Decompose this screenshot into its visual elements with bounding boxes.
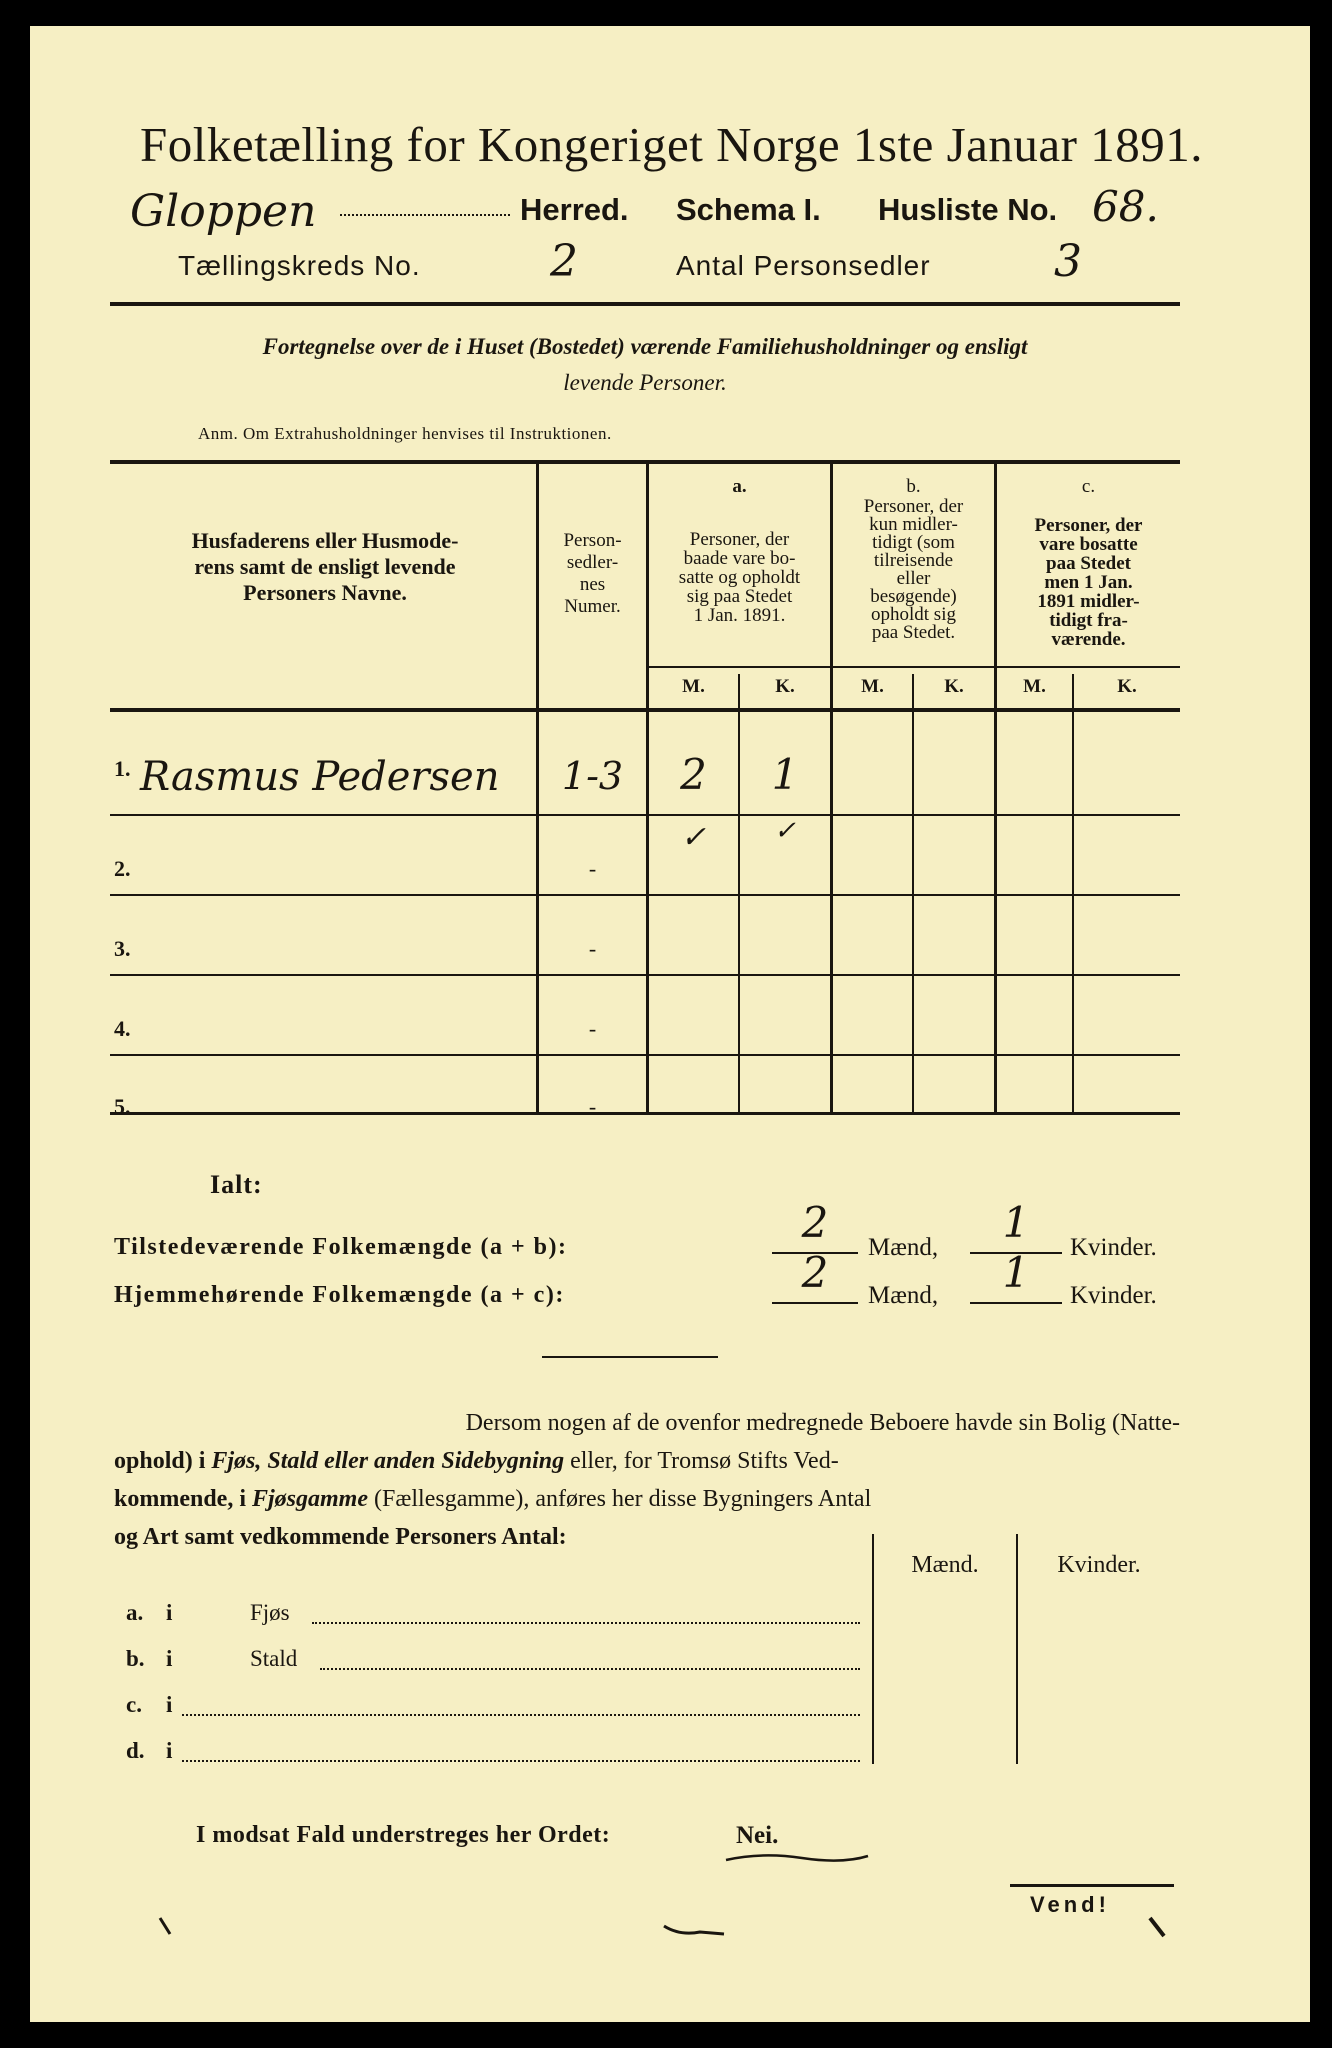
vend-label: Vend! — [1030, 1892, 1110, 1917]
building-d-i: i — [166, 1738, 173, 1763]
building-a-i: i — [166, 1600, 173, 1625]
total-line-1-label: Tilstedeværende Folkemængde (a + b): — [114, 1234, 568, 1260]
col-b-line-6: besøgende) — [870, 586, 957, 607]
col-num-line-4: Numer. — [564, 596, 621, 617]
modsat-text: I modsat Fald understreges her Ordet: — [196, 1822, 611, 1848]
building-a-label: Fjøs — [250, 1600, 290, 1625]
col-c-line-5: 1891 midler- — [1037, 591, 1140, 612]
corner-mark-left — [156, 1914, 186, 1944]
herred-dots — [340, 214, 510, 216]
row-1-sedler: 1-3 — [561, 754, 624, 798]
building-a-dots — [312, 1622, 860, 1624]
row-1-a-m: 2 — [680, 750, 707, 799]
col-c-line-2: vare bosatte — [1039, 534, 1138, 555]
husliste-value: 68. — [1092, 182, 1159, 231]
col-b-line-1: Personer, der — [863, 496, 964, 517]
col-b-line-3: tidigt (som — [872, 532, 955, 553]
col-c-line-6: tidigt fra- — [1049, 610, 1128, 631]
col-c-line-4: men 1 Jan. — [1044, 572, 1133, 593]
nei-word: Nei. — [736, 1822, 779, 1849]
col-name-header — [120, 528, 530, 606]
row-4-rule — [110, 1054, 1180, 1056]
building-a-letter: a. — [126, 1600, 144, 1625]
antal-value: 3 — [1054, 236, 1082, 287]
paragraph-line-4: og Art samt vedkommende Personers Antal: — [114, 1524, 567, 1550]
paragraph-line-3: kommende, i Fjøsgamme (Fællesgamme), anføres her disse Bygningers Antal — [114, 1486, 872, 1512]
buildings-paragraph — [114, 1404, 1180, 1556]
kreds-value: 2 — [550, 236, 578, 287]
col-b-line-2: kun midler- — [869, 514, 958, 535]
kreds-label: Tællingskreds No. — [178, 250, 421, 281]
row-4-num: 4. — [114, 1016, 131, 1041]
buildings-maend-header: Mænd. — [911, 1552, 979, 1578]
col-a-header — [649, 530, 830, 625]
row-2-a-m: ✓ — [680, 820, 707, 855]
row-1-name: Rasmus Pedersen — [140, 754, 500, 800]
col-b-line-4: tilreisende — [873, 550, 954, 571]
col-c-line-3: paa Stedet — [1046, 553, 1131, 574]
row-1-a-k: 1 — [771, 750, 799, 799]
col-b-line-8: paa Stedet. — [871, 622, 956, 643]
total-line-2-maend-value: 2 — [801, 1248, 829, 1297]
paragraph-line-1: Dersom nogen af de ovenfor medregnede Beboere havde sin Bolig (Natte- — [465, 1410, 1180, 1436]
col-name-line-3: Personers Navne. — [243, 580, 407, 605]
total-line-2-maend-rule — [772, 1302, 858, 1304]
col-a-letter: a. — [732, 476, 747, 497]
col-num-line-3: nes — [579, 574, 606, 595]
col-a-line-4: sig paa Stedet — [686, 586, 793, 607]
col-a-line-1: Personer, der — [689, 529, 790, 550]
row-2-a-k: ✓ — [774, 816, 796, 846]
antal-label: Antal Personsedler — [676, 250, 931, 281]
col-c-header — [997, 516, 1180, 649]
building-b-dots — [320, 1668, 860, 1670]
col-a-line-3: satte og opholdt — [678, 567, 801, 588]
total-line-2-kvinder-value: 1 — [1002, 1248, 1030, 1297]
total-line-2-kvinder-rule — [970, 1302, 1062, 1304]
nei-underline — [722, 1848, 872, 1868]
form-title: Folketælling for Kongeriget Norge 1ste Januar 1891. — [140, 117, 1203, 172]
col-num-line-1: Person- — [563, 530, 622, 551]
buildings-kvinder-header: Kvinder. — [1057, 1552, 1141, 1578]
col-c-letter: c. — [1081, 476, 1096, 497]
husliste-label: Husliste No. — [878, 192, 1058, 227]
building-d-letter: d. — [126, 1738, 145, 1763]
section-divider — [542, 1356, 718, 1358]
col-num-header — [539, 530, 646, 618]
intro-line-2: levende Personer. — [563, 370, 727, 395]
table-header-rule — [110, 708, 1180, 712]
col-name-line-2: rens samt de ensligt levende — [194, 554, 456, 579]
herred-label: Herred. — [520, 192, 629, 227]
row-2-sedler: - — [588, 856, 597, 881]
total-line-1-maend-label: Mænd, — [868, 1234, 939, 1261]
building-b-i: i — [166, 1646, 173, 1671]
col-b-header — [833, 498, 994, 642]
row-3-rule — [110, 974, 1180, 976]
building-b-letter: b. — [126, 1646, 145, 1671]
ialt-label: Ialt: — [210, 1170, 263, 1199]
row-1-rule — [110, 814, 1180, 816]
row-1-num: 1. — [114, 756, 131, 781]
col-a-line-5: 1 Jan. 1891. — [693, 605, 786, 626]
col-b-m: M. — [861, 676, 884, 697]
building-b-label: Stald — [250, 1646, 298, 1671]
row-2-num: 2. — [114, 856, 131, 881]
col-name-line-1: Husfaderens eller Husmode- — [191, 528, 459, 553]
intro-note: Anm. Om Extrahusholdninger henvises til Instruktionen. — [198, 424, 612, 443]
building-c-letter: c. — [126, 1692, 142, 1717]
row-4-sedler: - — [588, 1016, 597, 1041]
total-line-1-kvinder-value: 1 — [1002, 1198, 1030, 1247]
building-c-i: i — [166, 1692, 173, 1717]
col-a-line-2: baade vare bo- — [683, 548, 796, 569]
col-c-m: M. — [1023, 676, 1046, 697]
total-line-1-maend-value: 2 — [801, 1198, 829, 1247]
col-c-line-1: Personer, der — [1034, 515, 1143, 536]
row-3-sedler: - — [588, 936, 597, 961]
herred-value: Gloppen — [130, 186, 317, 237]
census-form-page — [30, 26, 1310, 2022]
vend-rule — [1010, 1884, 1174, 1887]
table-top-rule — [110, 460, 1180, 464]
row-2-rule — [110, 894, 1180, 896]
center-mark — [660, 1922, 730, 1942]
corner-mark-right — [1146, 1914, 1176, 1944]
schema-label: Schema I. — [676, 192, 821, 227]
total-line-2-kvinder-label: Kvinder. — [1070, 1282, 1157, 1309]
intro-line-1: Fortegnelse over de i Huset (Bostedet) værende Familiehusholdninger og ensligt — [262, 334, 1028, 359]
building-d-dots — [182, 1760, 860, 1762]
row-5-num: 5. — [114, 1094, 131, 1119]
col-a-m: M. — [682, 676, 705, 697]
col-c-line-7: værende. — [1051, 629, 1126, 650]
col-c-k: K. — [1117, 676, 1137, 697]
col-a-k: K. — [775, 676, 795, 697]
total-line-2-maend-label: Mænd, — [868, 1282, 939, 1309]
row-5-sedler: - — [588, 1094, 597, 1119]
row-3-num: 3. — [114, 936, 131, 961]
col-b-letter: b. — [906, 476, 921, 497]
mk-rule — [648, 666, 1180, 668]
col-b-line-7: opholdt sig — [871, 604, 956, 625]
paragraph-line-2: ophold) i Fjøs, Stald eller anden Sidebygning eller, for Tromsø Stifts Ved- — [114, 1448, 839, 1474]
building-c-dots — [182, 1714, 860, 1716]
total-line-2-label: Hjemmehørende Folkemængde (a + c): — [114, 1282, 565, 1308]
header-rule — [110, 302, 1180, 306]
total-line-1-kvinder-label: Kvinder. — [1070, 1234, 1157, 1261]
col-b-line-5: eller — [896, 568, 931, 589]
col-b-k: K. — [944, 676, 964, 697]
col-num-line-2: sedler- — [566, 552, 619, 573]
